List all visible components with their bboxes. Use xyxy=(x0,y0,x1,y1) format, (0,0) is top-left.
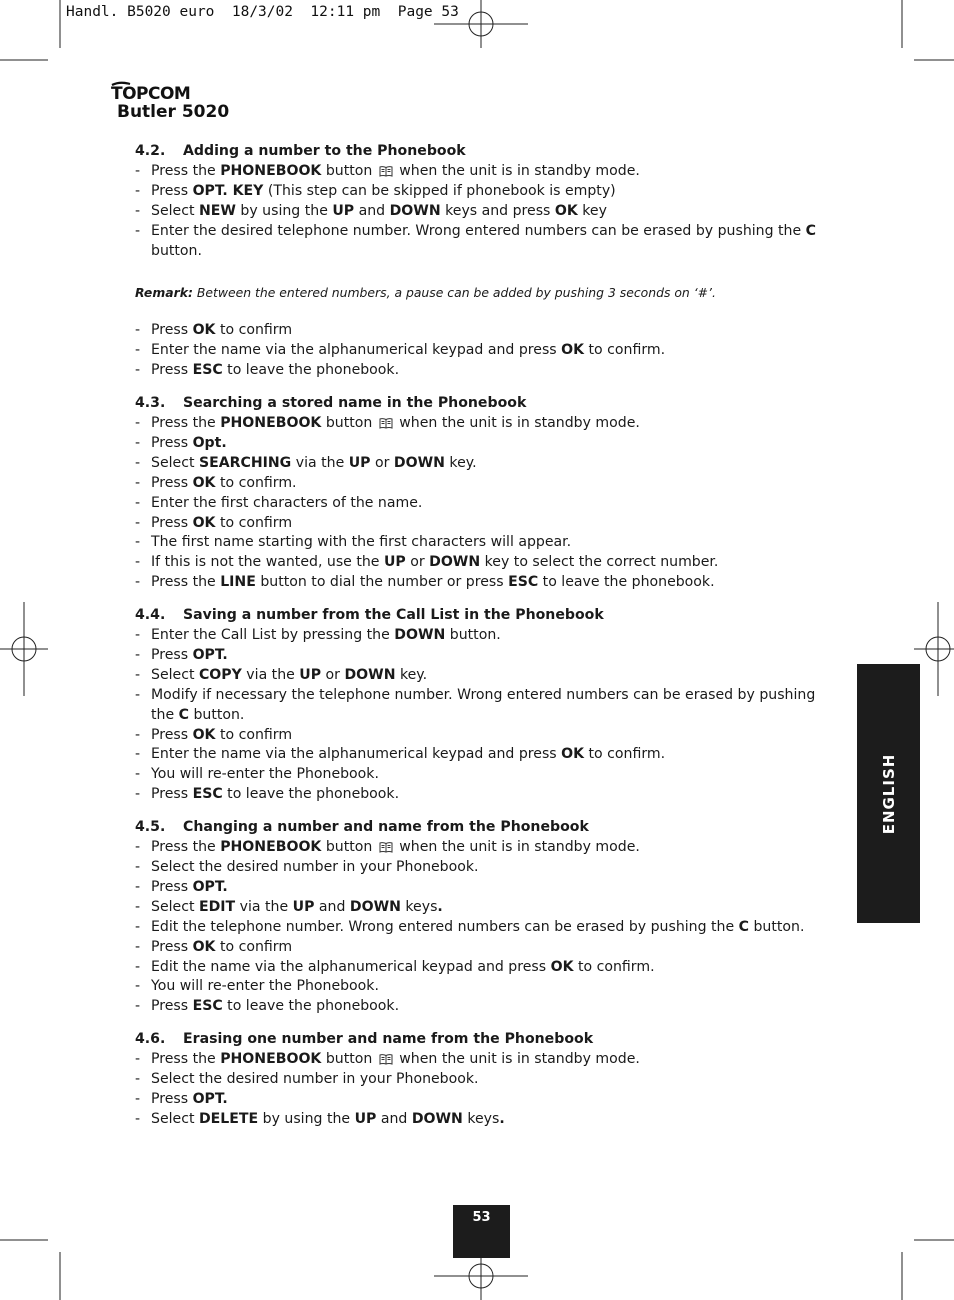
key-name: OK xyxy=(192,726,216,743)
key-name: OPT. xyxy=(192,878,228,895)
step-text: button. xyxy=(151,242,202,259)
step-item xyxy=(135,898,825,918)
step-item xyxy=(135,977,825,997)
section-title-text: Adding a number to the Phonebook xyxy=(183,143,466,159)
step-text: Press xyxy=(151,726,193,743)
step-text: button xyxy=(321,839,377,856)
step-text: Press the xyxy=(151,574,221,591)
page-number-box xyxy=(453,1205,510,1258)
key-name: OPT. KEY xyxy=(192,182,264,199)
step-text: Enter the Call List by pressing the xyxy=(151,627,395,644)
step-text: keys and press xyxy=(440,202,555,219)
step-text: and xyxy=(314,898,350,915)
step-text: You will re-enter the Phonebook. xyxy=(151,766,379,783)
step-item xyxy=(135,878,825,898)
step-text: The first name starting with the first characters will appear. xyxy=(151,534,572,551)
step-item xyxy=(135,341,825,361)
key-name: UP xyxy=(292,898,315,915)
step-text: Press the xyxy=(151,839,221,856)
step-text: Press xyxy=(151,998,193,1015)
step-item xyxy=(135,745,825,765)
key-name: UP xyxy=(332,202,355,219)
step-text: Press the xyxy=(151,162,221,179)
step-item xyxy=(135,514,825,534)
step-text: Edit the telephone number. Wrong entered numbers can be erased by pushing the xyxy=(151,918,739,935)
step-text: via the xyxy=(241,666,300,683)
key-name: PHONEBOOK xyxy=(220,1051,322,1068)
section-title-text: Erasing one number and name from the Phonebook xyxy=(183,1031,594,1048)
brand-logo xyxy=(110,80,210,102)
section-title-text: Saving a number from the Call List in the Phonebook xyxy=(183,607,604,624)
step-text: button xyxy=(321,162,377,179)
step-item xyxy=(135,573,825,593)
page-number: 53 xyxy=(472,1210,491,1225)
step-text: key to select the correct number. xyxy=(480,554,719,571)
book-icon xyxy=(379,840,393,852)
step-text: Press xyxy=(151,878,193,895)
step-text: key. xyxy=(395,666,428,683)
section-title xyxy=(135,142,825,162)
document-body xyxy=(135,142,825,1143)
step-item xyxy=(135,958,825,978)
step-list xyxy=(135,838,825,1017)
section-number: 4.4. xyxy=(135,607,166,624)
step-text: Modify if necessary the telephone number. Wrong entered numbers can be erased by pushing the xyxy=(151,686,816,723)
key-name: DOWN xyxy=(429,554,481,571)
product-name: Butler 5020 xyxy=(117,102,230,122)
key-name: PHONEBOOK xyxy=(220,839,322,856)
step-text: to leave the phonebook. xyxy=(222,998,400,1015)
print-slug: Handl. B5020 euro 18/3/02 12:11 pm Page 53 xyxy=(66,4,459,20)
step-text: Select xyxy=(151,898,199,915)
key-name: DOWN xyxy=(411,1110,463,1127)
key-name: OK xyxy=(561,342,585,359)
key-name: EDIT xyxy=(198,898,236,915)
step-text: to confirm xyxy=(215,726,293,743)
key-name: OK xyxy=(192,474,216,491)
step-item xyxy=(135,494,825,514)
step-text: to confirm. xyxy=(584,342,666,359)
step-text: Press xyxy=(151,646,193,663)
key-name: UP xyxy=(383,554,406,571)
key-name: DOWN xyxy=(344,666,396,683)
step-item xyxy=(135,686,825,726)
step-text: button. xyxy=(749,918,805,935)
step-text: to confirm. xyxy=(584,746,666,763)
step-text: keys xyxy=(400,898,438,915)
step-text: Press xyxy=(151,322,193,339)
key-name: DOWN xyxy=(349,898,401,915)
step-text: when the unit is in standby mode. xyxy=(394,1051,640,1068)
step-text: key. xyxy=(444,454,477,471)
key-name: OK xyxy=(192,514,216,531)
step-item xyxy=(135,1070,825,1090)
section-title xyxy=(135,818,825,838)
step-item xyxy=(135,414,825,434)
key-name: DOWN xyxy=(393,454,445,471)
step-item xyxy=(135,646,825,666)
key-name: ESC xyxy=(192,362,223,379)
key-name: C xyxy=(178,706,189,723)
section-number: 4.3. xyxy=(135,395,166,412)
step-item xyxy=(135,1090,825,1110)
section-number: 4.5. xyxy=(135,819,166,836)
step-text: Press xyxy=(151,938,193,955)
key-name: . xyxy=(499,1110,505,1127)
key-name: COPY xyxy=(198,666,242,683)
step-item xyxy=(135,1110,825,1130)
step-text: via the xyxy=(291,454,349,471)
step-item xyxy=(135,434,825,454)
key-name: DOWN xyxy=(394,627,446,644)
key-name: NEW xyxy=(198,202,236,219)
step-item xyxy=(135,666,825,686)
step-text: to confirm xyxy=(215,322,293,339)
step-list xyxy=(135,626,825,805)
step-text: when the unit is in standby mode. xyxy=(394,414,640,431)
book-icon xyxy=(379,164,393,176)
step-list xyxy=(135,414,825,593)
step-text: and xyxy=(354,202,390,219)
step-item xyxy=(135,321,825,341)
step-list xyxy=(135,1050,825,1130)
step-text: when the unit is in standby mode. xyxy=(394,162,640,179)
section-number: 4.6. xyxy=(135,1031,166,1048)
key-name: DOWN xyxy=(389,202,441,219)
key-name: PHONEBOOK xyxy=(220,162,322,179)
step-text: to confirm. xyxy=(215,474,297,491)
key-name: OK xyxy=(192,938,216,955)
step-text: Press the xyxy=(151,414,221,431)
step-text: Enter the first characters of the name. xyxy=(151,494,423,511)
step-item xyxy=(135,785,825,805)
svg-text:TOPCOM: TOPCOM xyxy=(111,84,191,102)
step-text: If this is not the wanted, use the xyxy=(151,554,384,571)
step-item xyxy=(135,938,825,958)
step-item xyxy=(135,918,825,938)
step-item xyxy=(135,361,825,381)
step-text: to confirm. xyxy=(573,958,655,975)
step-text: Select the desired number in your Phonebook. xyxy=(151,859,479,875)
key-name: C xyxy=(738,918,749,935)
section-title-text: Searching a stored name in the Phonebook xyxy=(183,395,527,412)
step-text: Press xyxy=(151,182,193,199)
section xyxy=(135,1030,825,1130)
step-item xyxy=(135,997,825,1017)
step-item xyxy=(135,474,825,494)
step-text: Select xyxy=(151,202,199,219)
section-title-text: Changing a number and name from the Phonebook xyxy=(183,819,589,836)
step-item xyxy=(135,1050,825,1070)
step-item xyxy=(135,454,825,474)
key-name: ESC xyxy=(508,574,539,591)
language-tab-label: ENGLISH xyxy=(879,753,898,834)
step-text: when the unit is in standby mode. xyxy=(394,839,640,856)
step-item xyxy=(135,202,825,222)
step-text: via the xyxy=(235,898,293,915)
step-item xyxy=(135,182,825,202)
section-title xyxy=(135,394,825,414)
section xyxy=(135,394,825,593)
key-name: SEARCHING xyxy=(198,454,292,471)
book-icon xyxy=(379,416,393,428)
key-name: UP xyxy=(348,454,371,471)
step-item xyxy=(135,838,825,858)
key-name: OK xyxy=(192,322,216,339)
key-name: UP xyxy=(299,666,322,683)
step-item xyxy=(135,765,825,785)
step-text: Press xyxy=(151,362,193,379)
section xyxy=(135,606,825,805)
step-text: by using the xyxy=(258,1110,355,1127)
step-list xyxy=(135,321,825,381)
step-text: key xyxy=(577,202,607,219)
topcom-logo-icon xyxy=(110,80,210,102)
key-name: DELETE xyxy=(198,1110,259,1127)
remark-text: Between the entered numbers, a pause can be added by pushing 3 seconds on ‘#’. xyxy=(192,285,716,301)
step-text: Edit the name via the alphanumerical keypad and press xyxy=(151,958,551,975)
step-item xyxy=(135,533,825,553)
step-text: to leave the phonebook. xyxy=(222,362,400,379)
key-name: ESC xyxy=(192,786,223,803)
step-text: Select xyxy=(151,1110,199,1127)
step-text: button. xyxy=(445,627,501,644)
key-name: OK xyxy=(554,202,578,219)
section-title xyxy=(135,1030,825,1050)
step-text: Press xyxy=(151,514,193,531)
step-text: Press xyxy=(151,474,193,491)
step-text: Press the xyxy=(151,1051,221,1068)
language-tab xyxy=(857,664,920,923)
remark-label: Remark: xyxy=(135,285,193,301)
step-text: or xyxy=(370,454,394,471)
key-name: LINE xyxy=(220,574,256,591)
section xyxy=(135,818,825,1017)
step-list xyxy=(135,162,825,262)
step-text: Enter the desired telephone number. Wrong entered numbers can be erased by pushing the xyxy=(151,222,806,239)
step-item xyxy=(135,222,825,262)
step-text: and xyxy=(376,1110,412,1127)
step-item xyxy=(135,858,825,878)
step-text: Select xyxy=(151,666,199,683)
step-text: to leave the phonebook. xyxy=(538,574,715,591)
step-item xyxy=(135,553,825,573)
step-text: button. xyxy=(188,706,245,723)
key-name: OPT. xyxy=(192,1090,228,1107)
step-text: button xyxy=(321,414,377,431)
section-number: 4.2. xyxy=(135,143,166,159)
step-text: button to dial the number or press xyxy=(255,574,509,591)
step-text: or xyxy=(405,554,430,571)
step-text: Enter the name via the alphanumerical keypad and press xyxy=(151,746,562,763)
step-text: (This step can be skipped if phonebook is empty) xyxy=(263,182,616,199)
key-name: Opt. xyxy=(192,434,227,451)
step-text: or xyxy=(321,666,345,683)
step-text: Press xyxy=(151,786,193,803)
key-name: PHONEBOOK xyxy=(220,414,322,431)
step-item xyxy=(135,726,825,746)
step-text: Press xyxy=(151,1090,193,1107)
step-item xyxy=(135,626,825,646)
step-text: button xyxy=(321,1051,377,1068)
remark xyxy=(135,283,825,303)
step-text: by using the xyxy=(235,202,333,219)
step-text: Enter the name via the alphanumerical keypad and press xyxy=(151,342,562,359)
key-name: OK xyxy=(561,746,585,763)
section xyxy=(135,142,825,381)
book-icon xyxy=(379,1052,393,1064)
step-text: to leave the phonebook. xyxy=(222,786,400,803)
step-text: You will re-enter the Phonebook. xyxy=(151,978,379,995)
key-name: OPT. xyxy=(192,646,228,663)
key-name: OK xyxy=(550,958,574,975)
key-name: ESC xyxy=(192,998,223,1015)
key-name: . xyxy=(437,898,443,915)
key-name: UP xyxy=(354,1110,377,1127)
step-text: to confirm xyxy=(215,514,293,531)
step-text: Select xyxy=(151,454,199,471)
key-name: C xyxy=(805,222,816,239)
step-text: keys xyxy=(462,1110,500,1127)
step-text: Press xyxy=(151,434,193,451)
step-item xyxy=(135,162,825,182)
step-text: Select the desired number in your Phonebook. xyxy=(151,1071,479,1088)
step-text: to confirm xyxy=(215,938,293,955)
section-title xyxy=(135,606,825,626)
